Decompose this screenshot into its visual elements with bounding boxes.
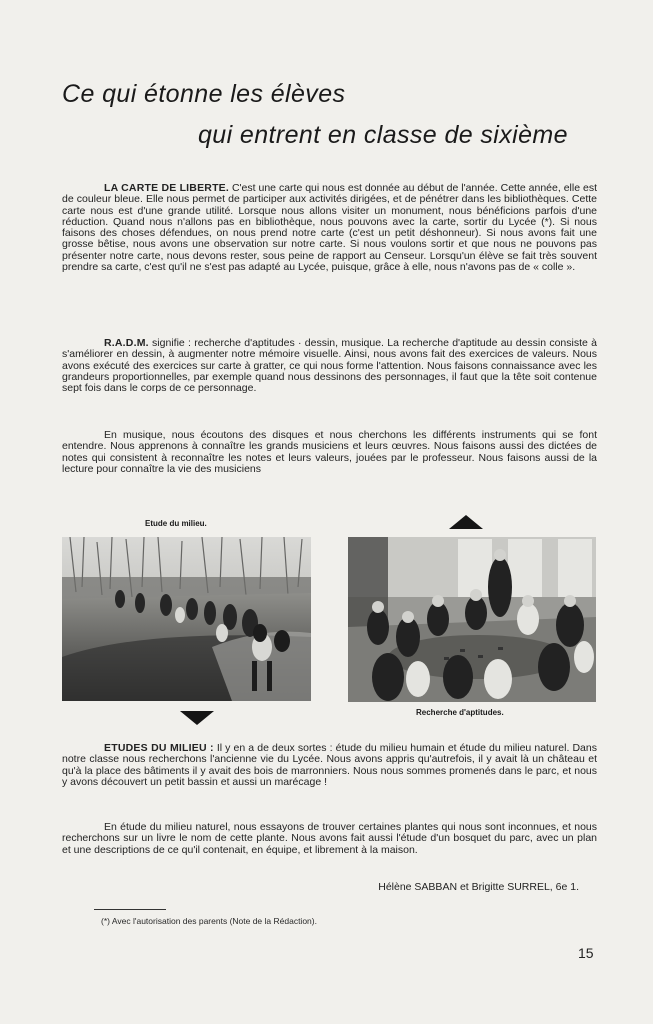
triangle-up-marker xyxy=(449,515,483,529)
triangle-down-marker xyxy=(180,711,214,725)
heading-radm: R.A.D.M. xyxy=(104,337,149,349)
paragraph-musique: En musique, nous écoutons des disques et nous cherchons les différents instruments qui se font entendre. Nous apprenons à connaître les grands musiciens et leurs œuvres. Nous faisons aussi des dictées de notes qui consistent à reconnaître les notes et leurs valeurs, jouées par le professeur. Nous faisons aussi de la lecture pour connaître la vie des musiciens xyxy=(62,429,597,475)
paragraph-milieu-naturel: En étude du milieu naturel, nous essayons de trouver certaines plantes qui nous sont inconnues, et nous recherchons sur un livre le nom de cette plante. Nous avons fait aussi l'étude d'un bosquet du parc, avec un plan et une descriptions de ce qu'il contenait, en équipe, et librement à la maison. xyxy=(62,821,597,856)
heading-etudes-du-milieu: ETUDES DU MILIEU : xyxy=(104,742,214,754)
heading-carte-de-liberte: LA CARTE DE LIBERTE. xyxy=(104,182,230,194)
caption-recherche-aptitudes: Recherche d'aptitudes. xyxy=(416,708,504,717)
text-carte-de-liberte: C'est une carte qui nous est donnée au début de l'année. Cette année, elle est de couleur bleue. Elle nous permet de participer aux activités dirigées, et de pénétrer dans les bibliothèques. Cette carte nous est d'une grande utilité. Lorsque nous allons visiter un monument, nous bénéficions parfois d'une réduction. Quand nous n'allons pas en bibliothèque, nous pouvons avec la carte, sortir du Lycée (*). Si nous faisons des choses défendues, on nous prend notre carte (c'est un petit déshonneur). Si nous avons fait une grosse bêtise, nous avons une observation sur notre carte. Si nous voulons sortir et que nous ne pouvons pas présenter notre carte, nous devons rester, sous peine de rapport au Censeur. Lorsqu'un élève se fait très souvent prendre sa carte, c'est qu'il ne s'est pas adapté au Lycée, puisque, grâce à elle, nous n'avons pas de « colle ». xyxy=(62,182,597,274)
text-radm: signifie : recherche d'aptitudes · dessin, musique. La recherche d'aptitude au dessin consiste à s'améliorer en dessin, à augmenter notre mémoire visuelle. Ainsi, nous avons fait des exercices de valeurs. Nous avons exécuté des exercices sur carte à gratter, ce qui nous forme l'attention. Nous faisons connaissance avec les grandeurs proportionnelles, par exemple quand nous dessinons des personnages, il faut que la tête soit contenue sept fois dans le corps de ce personnage. xyxy=(62,337,597,395)
paragraph-etudes-du-milieu xyxy=(62,743,597,788)
page-number: 15 xyxy=(578,945,594,961)
paragraph-carte-de-liberte xyxy=(62,183,597,273)
footnote-rule xyxy=(94,909,166,910)
article-title-line-2: qui entrent en classe de sixième xyxy=(198,121,568,149)
photo-recherche-aptitudes xyxy=(348,537,596,702)
paragraph-radm xyxy=(62,338,597,394)
caption-etude-du-milieu: Etude du milieu. xyxy=(145,519,207,528)
text-etudes-du-milieu: Il y en a de deux sortes : étude du milieu humain et étude du milieu naturel. Dans notre classe nous recherchons l'ancienne vie du Lycée. Nous avons appris qu'autrefois, il y avait là un château et qu'à la place des bâtiments il y avait des bois de marronniers. Nous nous sommes promenés dans le parc, et nous y avons découvert un petit bassin et aussi un marécage ! xyxy=(62,742,597,788)
article-title-line-1: Ce qui étonne les élèves xyxy=(62,80,346,108)
photo-etude-du-milieu xyxy=(62,537,311,701)
article-signature: Hélène SABBAN et Brigitte SURREL, 6e 1. xyxy=(378,881,579,893)
footnote: (*) Avec l'autorisation des parents (Note de la Rédaction). xyxy=(101,916,317,926)
